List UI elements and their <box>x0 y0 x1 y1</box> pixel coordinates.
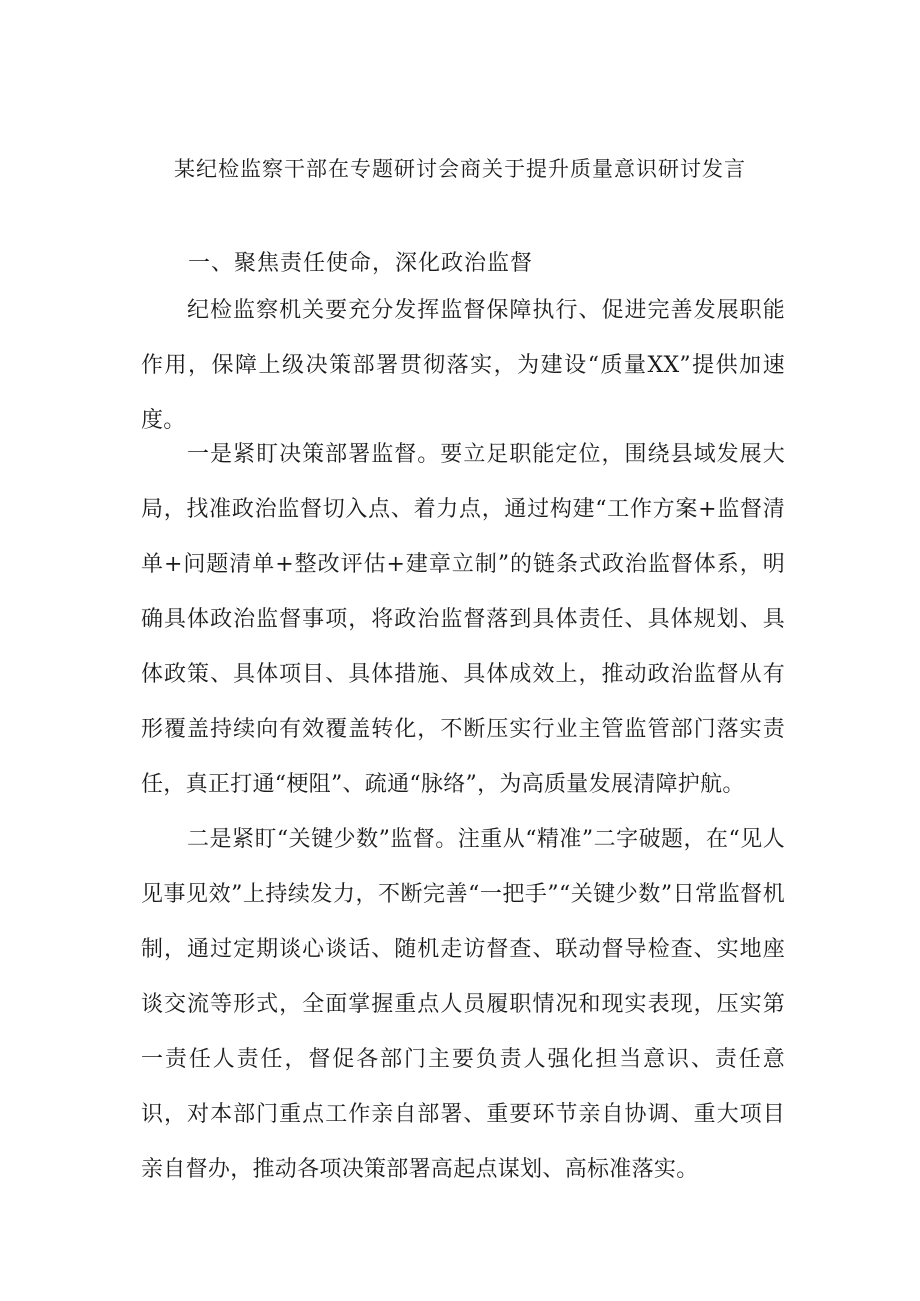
paragraph-intro: 纪检监察机关要充分发挥监督保障执行、促进完善发展职能作用，保障上级决策部署贯彻落实，为建设“质量XX”提供加速度。 <box>141 298 785 433</box>
paragraph-decision-supervision: 一是紧盯决策部署监督。要立足职能定位，围绕县域发展大局，找准政治监督切入点、着力点，通过构建“工作方案+监督清单+问题清单+整改评估+建章立制”的链条式政治监督体系，明确具体政治监督事项，将政治监督落到具体责任、具体规划、具体政策、具体项目、具体措施、具体成效上，推动政治监督从有形覆盖持续向有效覆盖转化，不断压实行业主管监管部门落实责任，真正打通“梗阻”、疏通“脉络”，为高质量发展清障护航。 <box>141 442 785 797</box>
section-heading: 一、聚焦责任使命，深化政治监督 <box>188 251 534 276</box>
paragraph-key-minority-supervision: 二是紧盯“关键少数”监督。注重从“精准”二字破题，在“见人见事见效”上持续发力，不断完善“一把手”“关键少数”日常监督机制，通过定期谈心谈话、随机走访督查、联动督导检查、实地座谈交流等形式，全面掌握重点人员履职情况和现实表现，压实第一责任人责任，督促各部门主要负责人强化担当意识、责任意识，对本部门重点工作亲自部署、重要环节亲自协调、重大项目亲自督办，推动各项决策部署高起点谋划、高标准落实。 <box>141 827 785 1182</box>
document-title: 某纪检监察干部在专题研讨会商关于提升质量意识研讨发言 <box>174 157 746 181</box>
